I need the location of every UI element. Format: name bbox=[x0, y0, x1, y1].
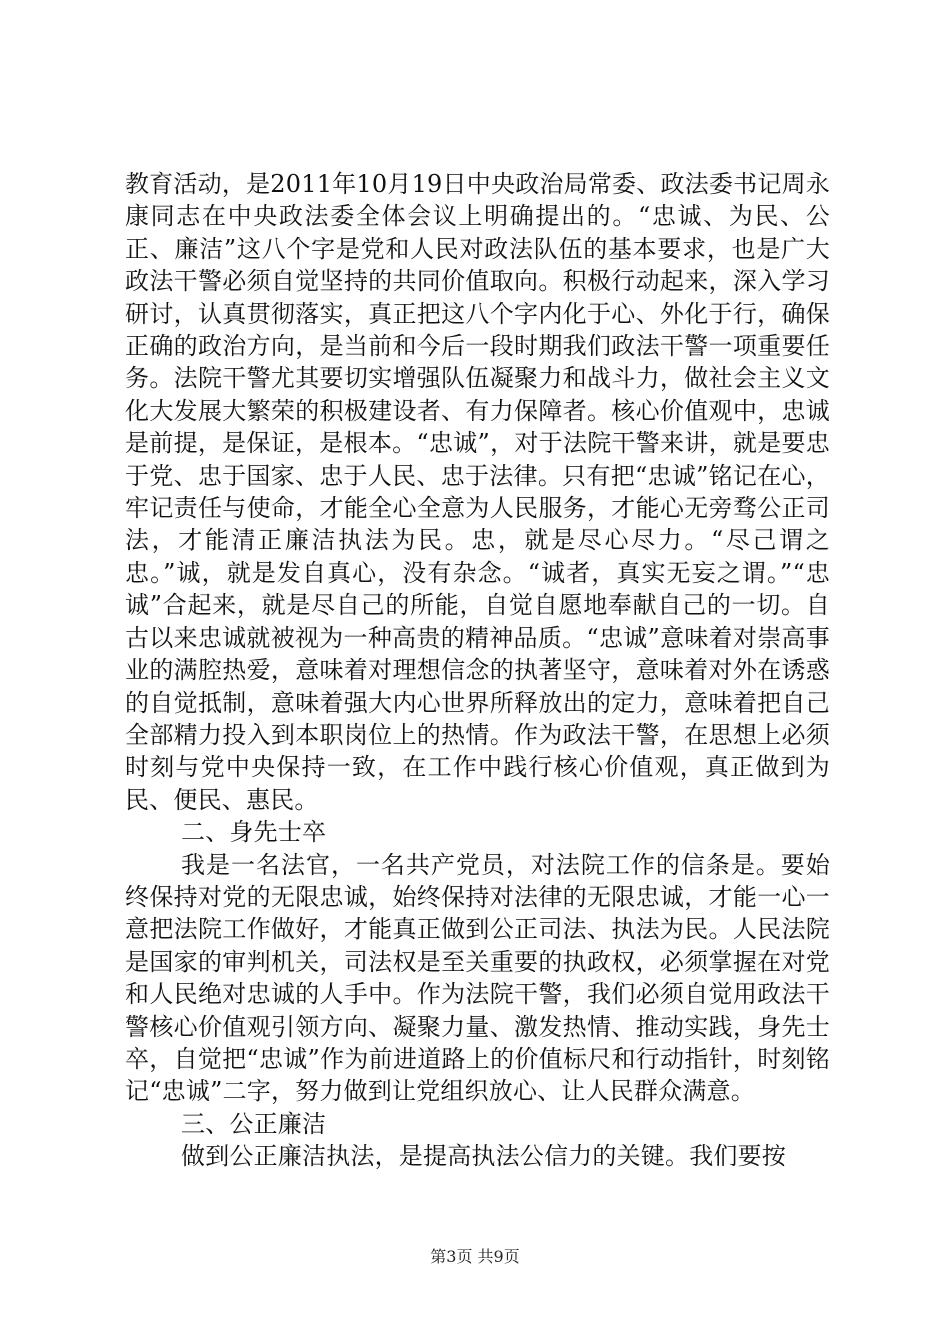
paragraph-judge-creed: 我是一名法官，一名共产党员，对法院工作的信条是。要始终保持对党的无限忠诚，始终保持对法律的无限忠诚，才能一心一意把法院工作做好，才能真正做到公正司法、执法为民。人民法院是国家的审判机关，司法权是至关重要的执政权，必须掌握在对党和人民绝对忠诚的人手中。作为法院干警，我们必须自觉用政法干警核心价值观引领方向、凝聚力量、激发热情、推动实践，身先士卒，自觉把“忠诚”作为前进道路上的价值标尺和行动指针，时刻铭记“忠诚”二字，努力做到让党组织放心、让人民群众满意。 bbox=[125, 850, 830, 1106]
section-heading-fairness-integrity: 三、公正廉洁 bbox=[181, 1109, 327, 1138]
document-body bbox=[125, 168, 830, 1173]
paragraph-fair-enforcement: 做到公正廉洁执法，是提高执法公信力的关键。我们要按 bbox=[181, 1142, 786, 1171]
paragraph-core-values: 教育活动，是2011年10月19日中央政治局常委、政法委书记周永康同志在中央政法委全体会议上明确提出的。“忠诚、为民、公正、廉洁”这八个字是党和人民对政法队伍的基本要求，也是广大政法干警必须自觉坚持的共同价值取向。积极行动起来，深入学习研讨，认真贯彻落实，真正把这八个字内化于心、外化于行，确保正确的政治方向，是当前和今后一段时期我们政法干警一项重要任务。法院干警尤其要切实增强队伍凝聚力和战斗力，做社会主义文化大发展大繁荣的积极建设者、有力保障者。核心价值观中，忠诚是前提，是保证，是根本。“忠诚”，对于法院干警来讲，就是要忠于党、忠于国家、忠于人民、忠于法律。只有把“忠诚”铭记在心，牢记责任与使命，才能全心全意为人民服务，才能心无旁骛公正司法，才能清正廉洁执法为民。忠，就是尽心尽力。“尽己谓之忠。”诚，就是发自真心，没有杂念。“诚者，真实无妄之谓。”“忠诚”合起来，就是尽自己的所能，自觉自愿地奉献自己的一切。自古以来忠诚就被视为一种高贵的精神品质。“忠诚”意味着对崇高事业的满腔热爱，意味着对理想信念的执著坚守，意味着对外在诱惑的自觉抵制，意味着强大内心世界所释放出的定力，意味着把自己全部精力投入到本职岗位上的热情。作为政法干警，在思想上必须时刻与党中央保持一致，在工作中践行核心价值观，真正做到为民、便民、惠民。 bbox=[125, 170, 830, 814]
page-number-footer: 第3页 共9页 bbox=[430, 1247, 520, 1266]
section-heading-lead-by-example: 二、身先士卒 bbox=[181, 818, 327, 847]
